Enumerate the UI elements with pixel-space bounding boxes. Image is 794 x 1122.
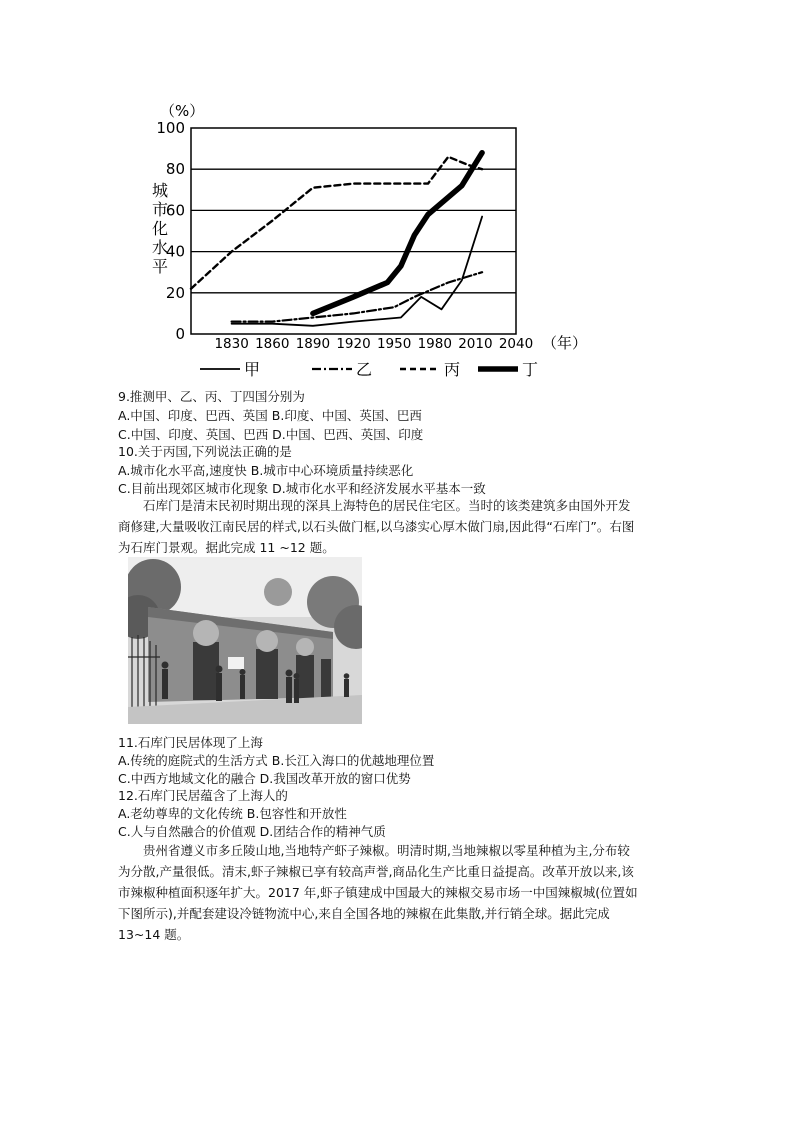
y-axis-title-char: 化 (152, 219, 169, 238)
y-axis-title-char: 水 (152, 238, 169, 257)
urbanization-chart (140, 96, 600, 386)
y-tick-label: 20 (165, 283, 185, 302)
x-unit-label: （年） (542, 334, 588, 352)
y-tick-label: 60 (165, 201, 185, 220)
legend-label: 丙 (444, 360, 461, 379)
x-tick-label: 1860 (255, 336, 290, 352)
passage-pepper: 贵州省遵义市多丘陵山地,当地特产虾子辣椒。明清时期,当地辣椒以零星种植为主,分布较为分散,产量很低。清末,虾子辣椒已享有较高声誉,商品化生产比重日益提高。改革开放以来,该市辣椒种植面积逐年扩大。2017 年,虾子镇建成中国最大的辣椒交易市场一中国辣椒城(位置如下图所示),并配套建设冷链物流中心,来自全国各地的辣椒在此集散,并行销全球。据此完成 13~14 题。 (118, 843, 638, 942)
series-lines (191, 153, 482, 326)
y-axis-title-char: 市 (152, 200, 169, 219)
grid-lines (191, 169, 516, 293)
y-axis-title (152, 181, 168, 276)
y-tick-label: 0 (175, 325, 185, 343)
y-tick-label: 40 (165, 242, 185, 261)
passage-shikumen: 石库门是清末民初时期出现的深具上海特色的居民住宅区。当时的该类建筑多由国外开发商修建,大量吸收江南民居的样式,以石头做门框,以乌漆实心厚木做门扇,因此得“石库门”。右图为石库门景观。据此完成 11 ~12 题。 (118, 498, 635, 555)
x-tick-label: 1830 (214, 336, 249, 352)
q9-options-cd: C.中国、印度、英国、巴西 D.中国、巴西、英国、印度 (118, 427, 424, 442)
x-tick-label: 1950 (376, 336, 412, 352)
plot-area-frame (191, 128, 516, 334)
legend-label: 甲 (244, 360, 261, 379)
x-tick-label: 1920 (336, 336, 371, 352)
y-tick-label: 100 (156, 119, 185, 137)
chart-legend (200, 360, 538, 379)
x-tick-label: 1890 (295, 336, 331, 352)
q12-options-ab: A.老幼尊卑的文化传统 B.包容性和开放性 (118, 806, 347, 821)
shikumen-photo (128, 557, 362, 724)
series-line-甲 (232, 217, 483, 326)
q9-stem: 9.推测甲、乙、丙、丁四国分别为 (118, 389, 305, 404)
q10-stem: 10.关于丙国,下列说法正确的是 (118, 444, 292, 459)
series-line-丁 (313, 153, 482, 314)
q10-options-cd: C.目前出现郊区城市化现象 D.城市化水平和经济发展水平基本一致 (118, 481, 486, 496)
q10-options-ab: A.城市化水平高,速度快 B.城市中心环境质量持续恶化 (118, 463, 414, 478)
chart-svg (140, 96, 600, 386)
y-axis-title-char: 平 (152, 257, 169, 276)
legend-label: 乙 (356, 360, 373, 379)
y-unit-label: （%） (160, 102, 205, 120)
legend-label: 丁 (522, 360, 539, 379)
q12-options-cd: C.人与自然融合的价值观 D.团结合作的精神气质 (118, 824, 386, 839)
q9-options-ab: A.中国、印度、巴西、英国 B.印度、中国、英国、巴西 (118, 408, 422, 423)
x-tick-label: 2040 (498, 336, 534, 352)
y-tick-label: 80 (165, 160, 185, 179)
x-tick-label: 1980 (417, 336, 452, 352)
y-axis-title-char: 城 (152, 181, 169, 200)
x-tick-label: 2010 (458, 336, 493, 352)
series-line-丙 (191, 157, 482, 289)
x-tick-labels (214, 336, 533, 352)
q12-stem: 12.石库门民居蕴含了上海人的 (118, 788, 288, 803)
q11-options-ab: A.传统的庭院式的生活方式 B.长江入海口的优越地理位置 (118, 753, 435, 768)
q11-options-cd: C.中西方地域文化的融合 D.我国改革开放的窗口优势 (118, 771, 411, 786)
q11-stem: 11.石库门民居体现了上海 (118, 735, 263, 750)
